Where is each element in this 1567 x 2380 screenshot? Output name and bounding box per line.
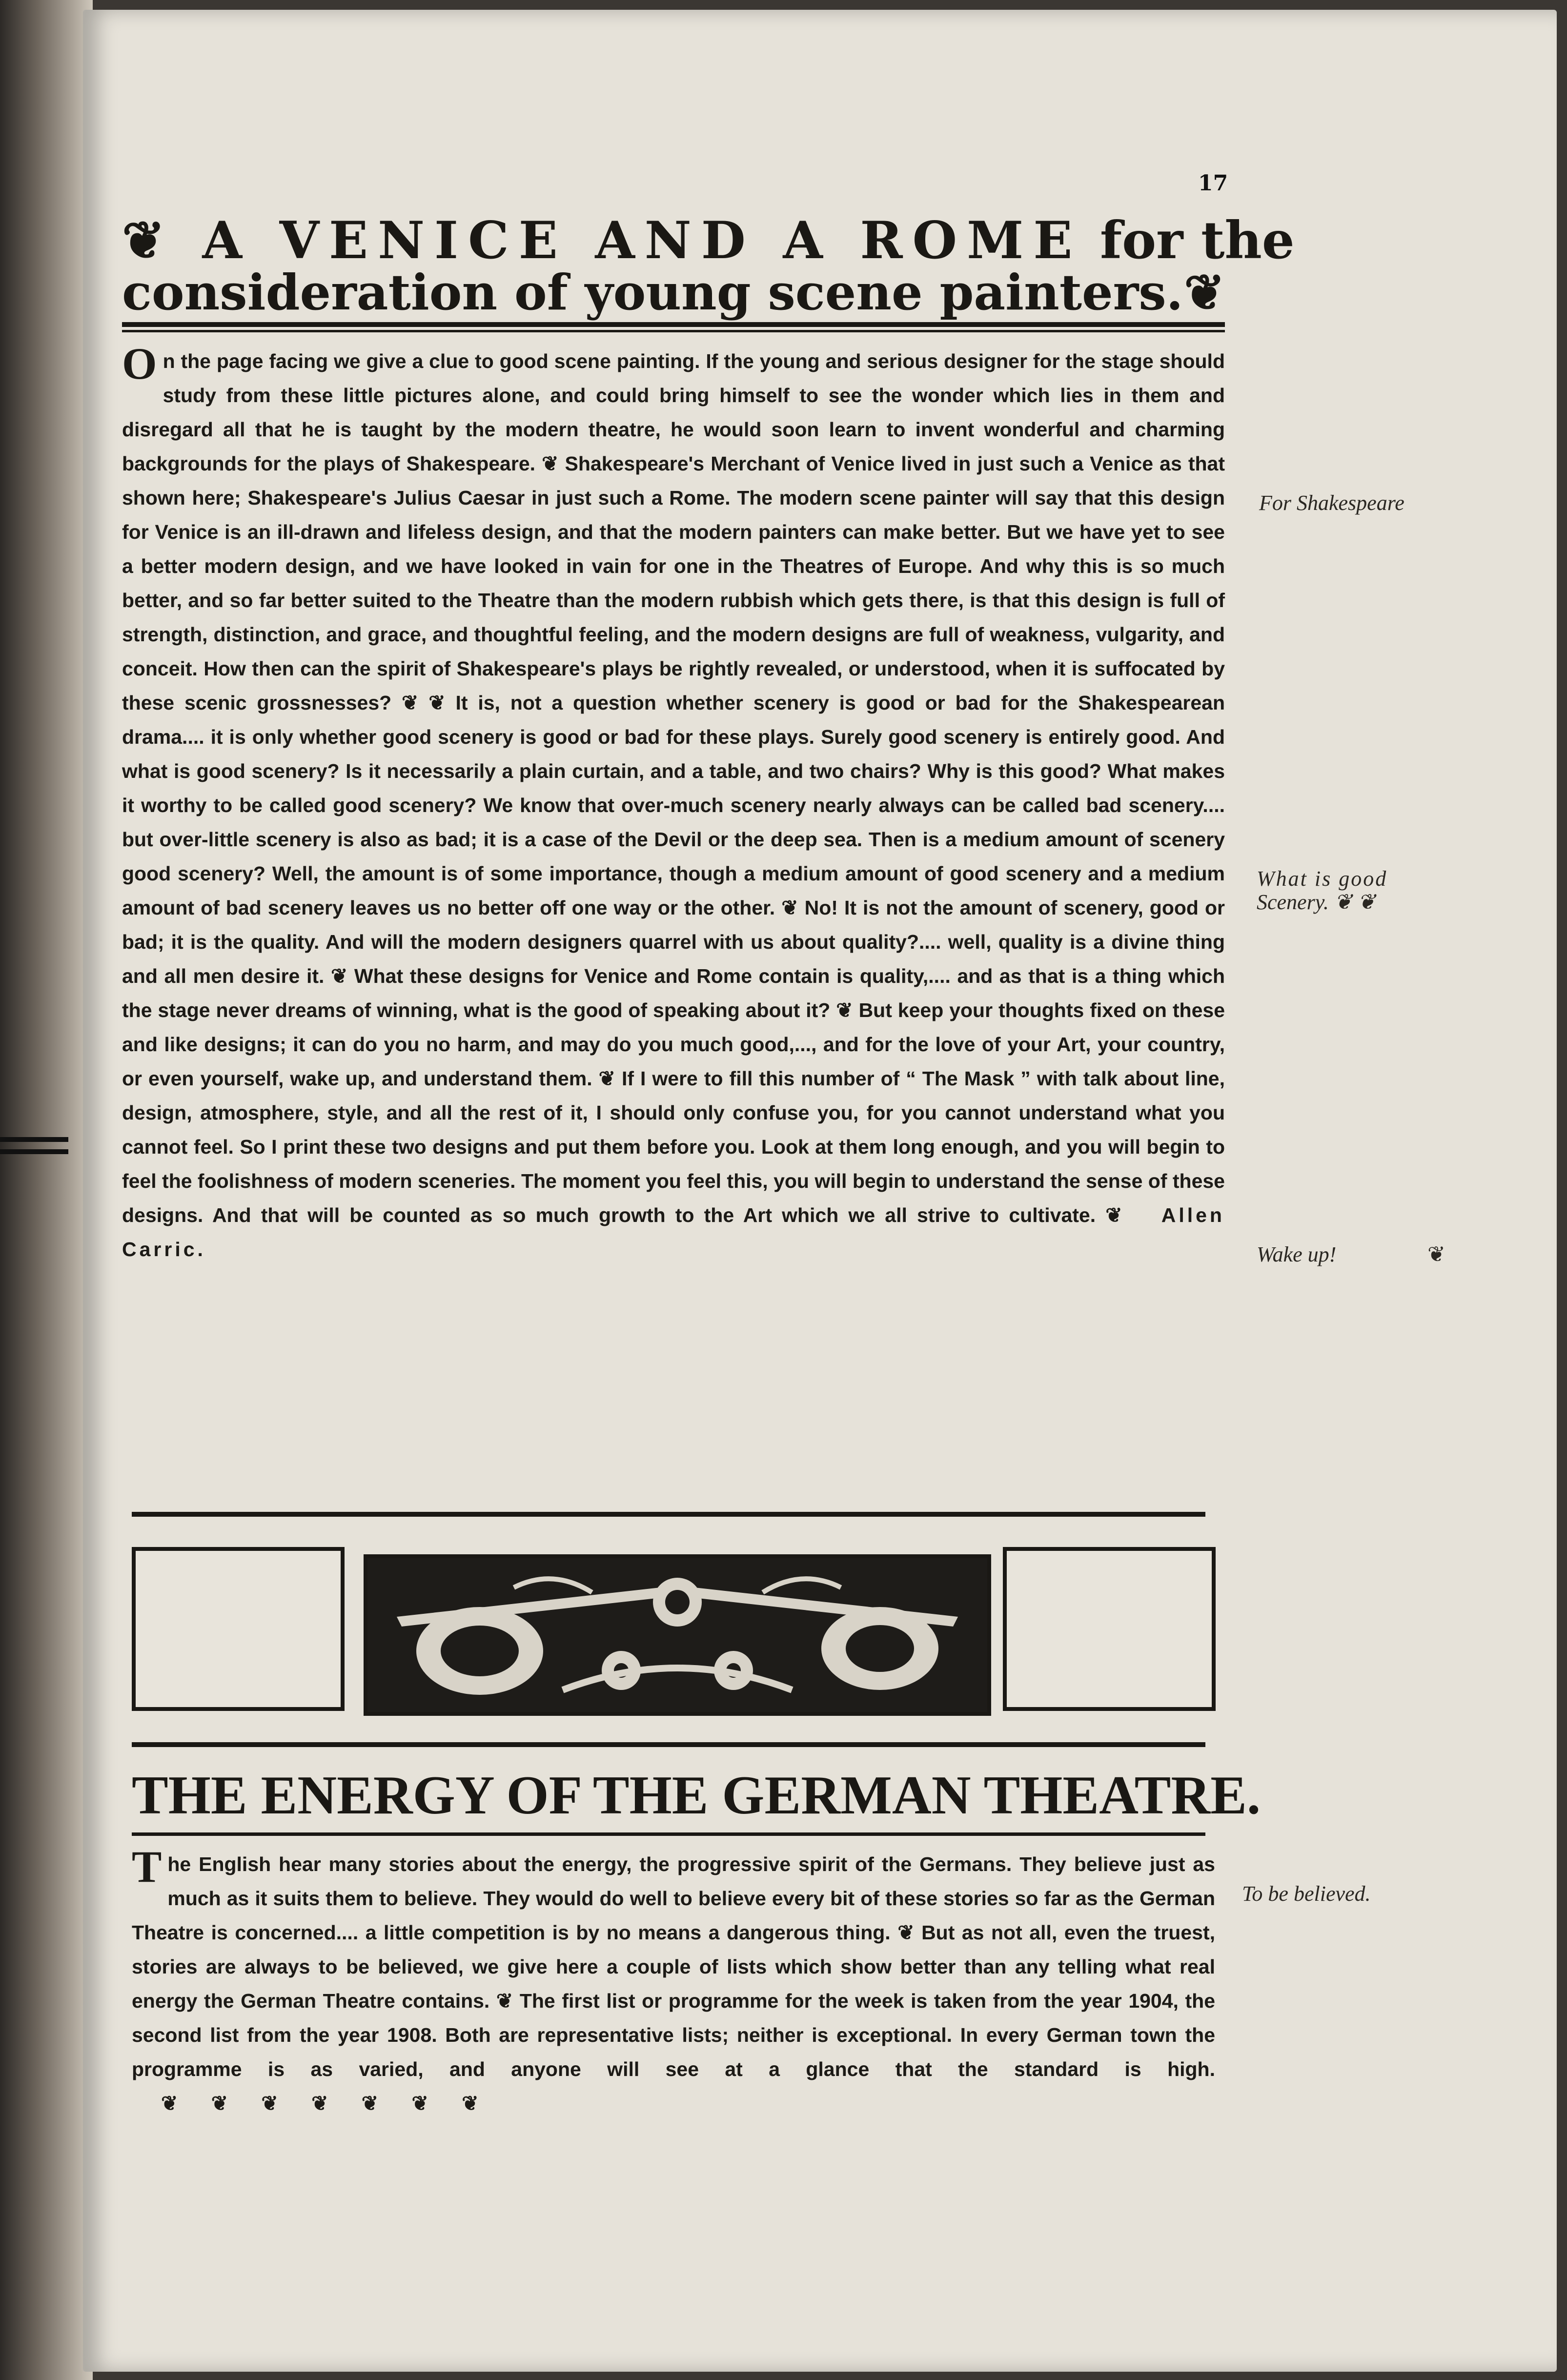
margin-note-wake-up: Wake up! <box>1257 1242 1337 1266</box>
woodcut-svg <box>367 1558 987 1712</box>
drop-cap: T <box>132 1842 162 1892</box>
margin-note-shakespeare: For Shakespeare <box>1259 491 1404 515</box>
article-title-line1 <box>122 210 1295 270</box>
title-line2-text: consideration of young scene painters. <box>122 264 1183 321</box>
left-rule <box>0 1137 68 1142</box>
article2-body <box>132 1842 1215 2120</box>
woodcut-instruments-illustration <box>364 1554 991 1716</box>
leaf-ornament-icon: ❦ <box>1184 264 1225 321</box>
margin-note-good-scenery-1: What is good <box>1257 867 1388 891</box>
leaf-ornament-row: ❦ ❦ ❦ ❦ ❦ ❦ ❦ <box>161 2092 479 2115</box>
leaf-ornament-icon: ❦ <box>1427 1242 1445 1266</box>
article2-text: he English hear many stories about the energy, the progressive spirit of the Germans. They believe just as much as it suits them to believe. They would do well to believe every bit of these stories so far as the German Theatre is concerned.... a little competition is by no means a dangerous thing. ❦ But as not all, even the truest, stories are always to be believed, we give here a couple of lists which show better than any telling what real energy the German Theatre contains. ❦ The first list or programme for the week is taken from the year 1904, the second list from the year 1908. Both are representative lists; neither is exceptional. In every German town the programme is as varied, and anyone will see at a glance that the standard is high. <box>132 1853 1215 2080</box>
decorative-frame-left <box>132 1547 345 1711</box>
left-rule <box>0 1149 68 1154</box>
title-tail: for the <box>1099 210 1295 270</box>
title-caps: A VENICE AND A ROME <box>202 210 1082 270</box>
margin-note-believed: To be believed. <box>1242 1882 1371 1906</box>
decorative-frame-right <box>1003 1547 1216 1711</box>
page-number: 17 <box>1198 171 1228 196</box>
leaf-ornament-icon: ❦ <box>122 210 165 270</box>
article1-body <box>122 339 1225 1266</box>
margin-note-good-scenery-2: Scenery. ❦ ❦ <box>1257 890 1376 914</box>
title-rule-thin <box>122 330 1225 332</box>
section-rule <box>132 1742 1205 1747</box>
article2-title: THE ENERGY OF THE GERMAN THEATRE. <box>132 1765 1261 1826</box>
drop-cap: O <box>122 339 157 388</box>
title-rule <box>122 322 1225 327</box>
previous-page-edge <box>0 0 93 2380</box>
article1-text: n the page facing we give a clue to good scene painting. If the young and serious designer for the stage should study from these little pictures alone, and could bring himself to see the wonder which lies in them and disregard all that he is taught by the modern theatre, he would soon learn to invent wonderful and charming backgrounds for the plays of Shakespeare. ❦ Shakespeare's Merchant of Venice lived in just such a Venice as that shown here; Shakespeare's Julius Caesar in just such a Rome. The modern scene painter will say that this design for Venice is an ill-drawn and lifeless design, and that the modern painters can make better. But we have yet to see a better modern design, and we have looked in vain for one in the Theatres of Europe. And why this is so much better, and so far better suited to the Theatre than the modern rubbish which gets there, is that this design is full of strength, distinction, and grace, and thoughtful feeling, and the modern designs are full of weakness, vulgarity, and conceit. How then can the spirit of Shakespeare's plays be rightly revealed, or understood, when it is suffocated by these scenic grossnesses? ❦ ❦ It is, not a question whether scenery is good or bad for the Shakespearean drama.... it is only whether good scenery is good or bad for these plays. Surely good scenery is entirely good. And what is good scenery? Is it necessarily a plain curtain, and a table, and two chairs? Why is this good? What makes it worthy to be called good scenery? We know that over-much scenery nearly always can be called bad scenery.... but over-little scenery is also as bad; it is a case of the Devil or the deep sea. Then is a medium amount of scenery good scenery? Well, the amount is of some importance, though a medium amount of good scenery and a medium amount of bad scenery leaves us no better off one way or the other. ❦ No! It is not the amount of scenery, good or bad; it is the quality. And will the modern designers quarrel with us about quality?.... well, quality is a divine thing and all men desire it. ❦ What these designs for Venice and Rome contain is quality,.... and as that is a thing which the stage never dreams of winning, what is the good of speaking about it? ❦ But keep your thoughts fixed on these and like designs; it can do you no harm, and may do you much good,..., and for the love of your Art, your country, or even yourself, wake up, and understand them. ❦ If I were to fill this number of “ The Mask ” with talk about line, design, atmosphere, style, and all the rest of it, I should only confuse you, for you cannot understand what you cannot feel. So I print these two designs and put them before you. Look at them long enough, and you will begin to feel the foolishness of modern sceneries. The moment you feel this, you will begin to understand the sense of these designs. And that will be counted as so much growth to the Art which we all strive to cultivate. ❦ <box>122 350 1225 1226</box>
section-rule <box>132 1512 1205 1517</box>
title-underline <box>132 1832 1205 1836</box>
article-title-line2 <box>122 264 1225 322</box>
author-signature: Allen Carric. <box>122 1204 1225 1261</box>
